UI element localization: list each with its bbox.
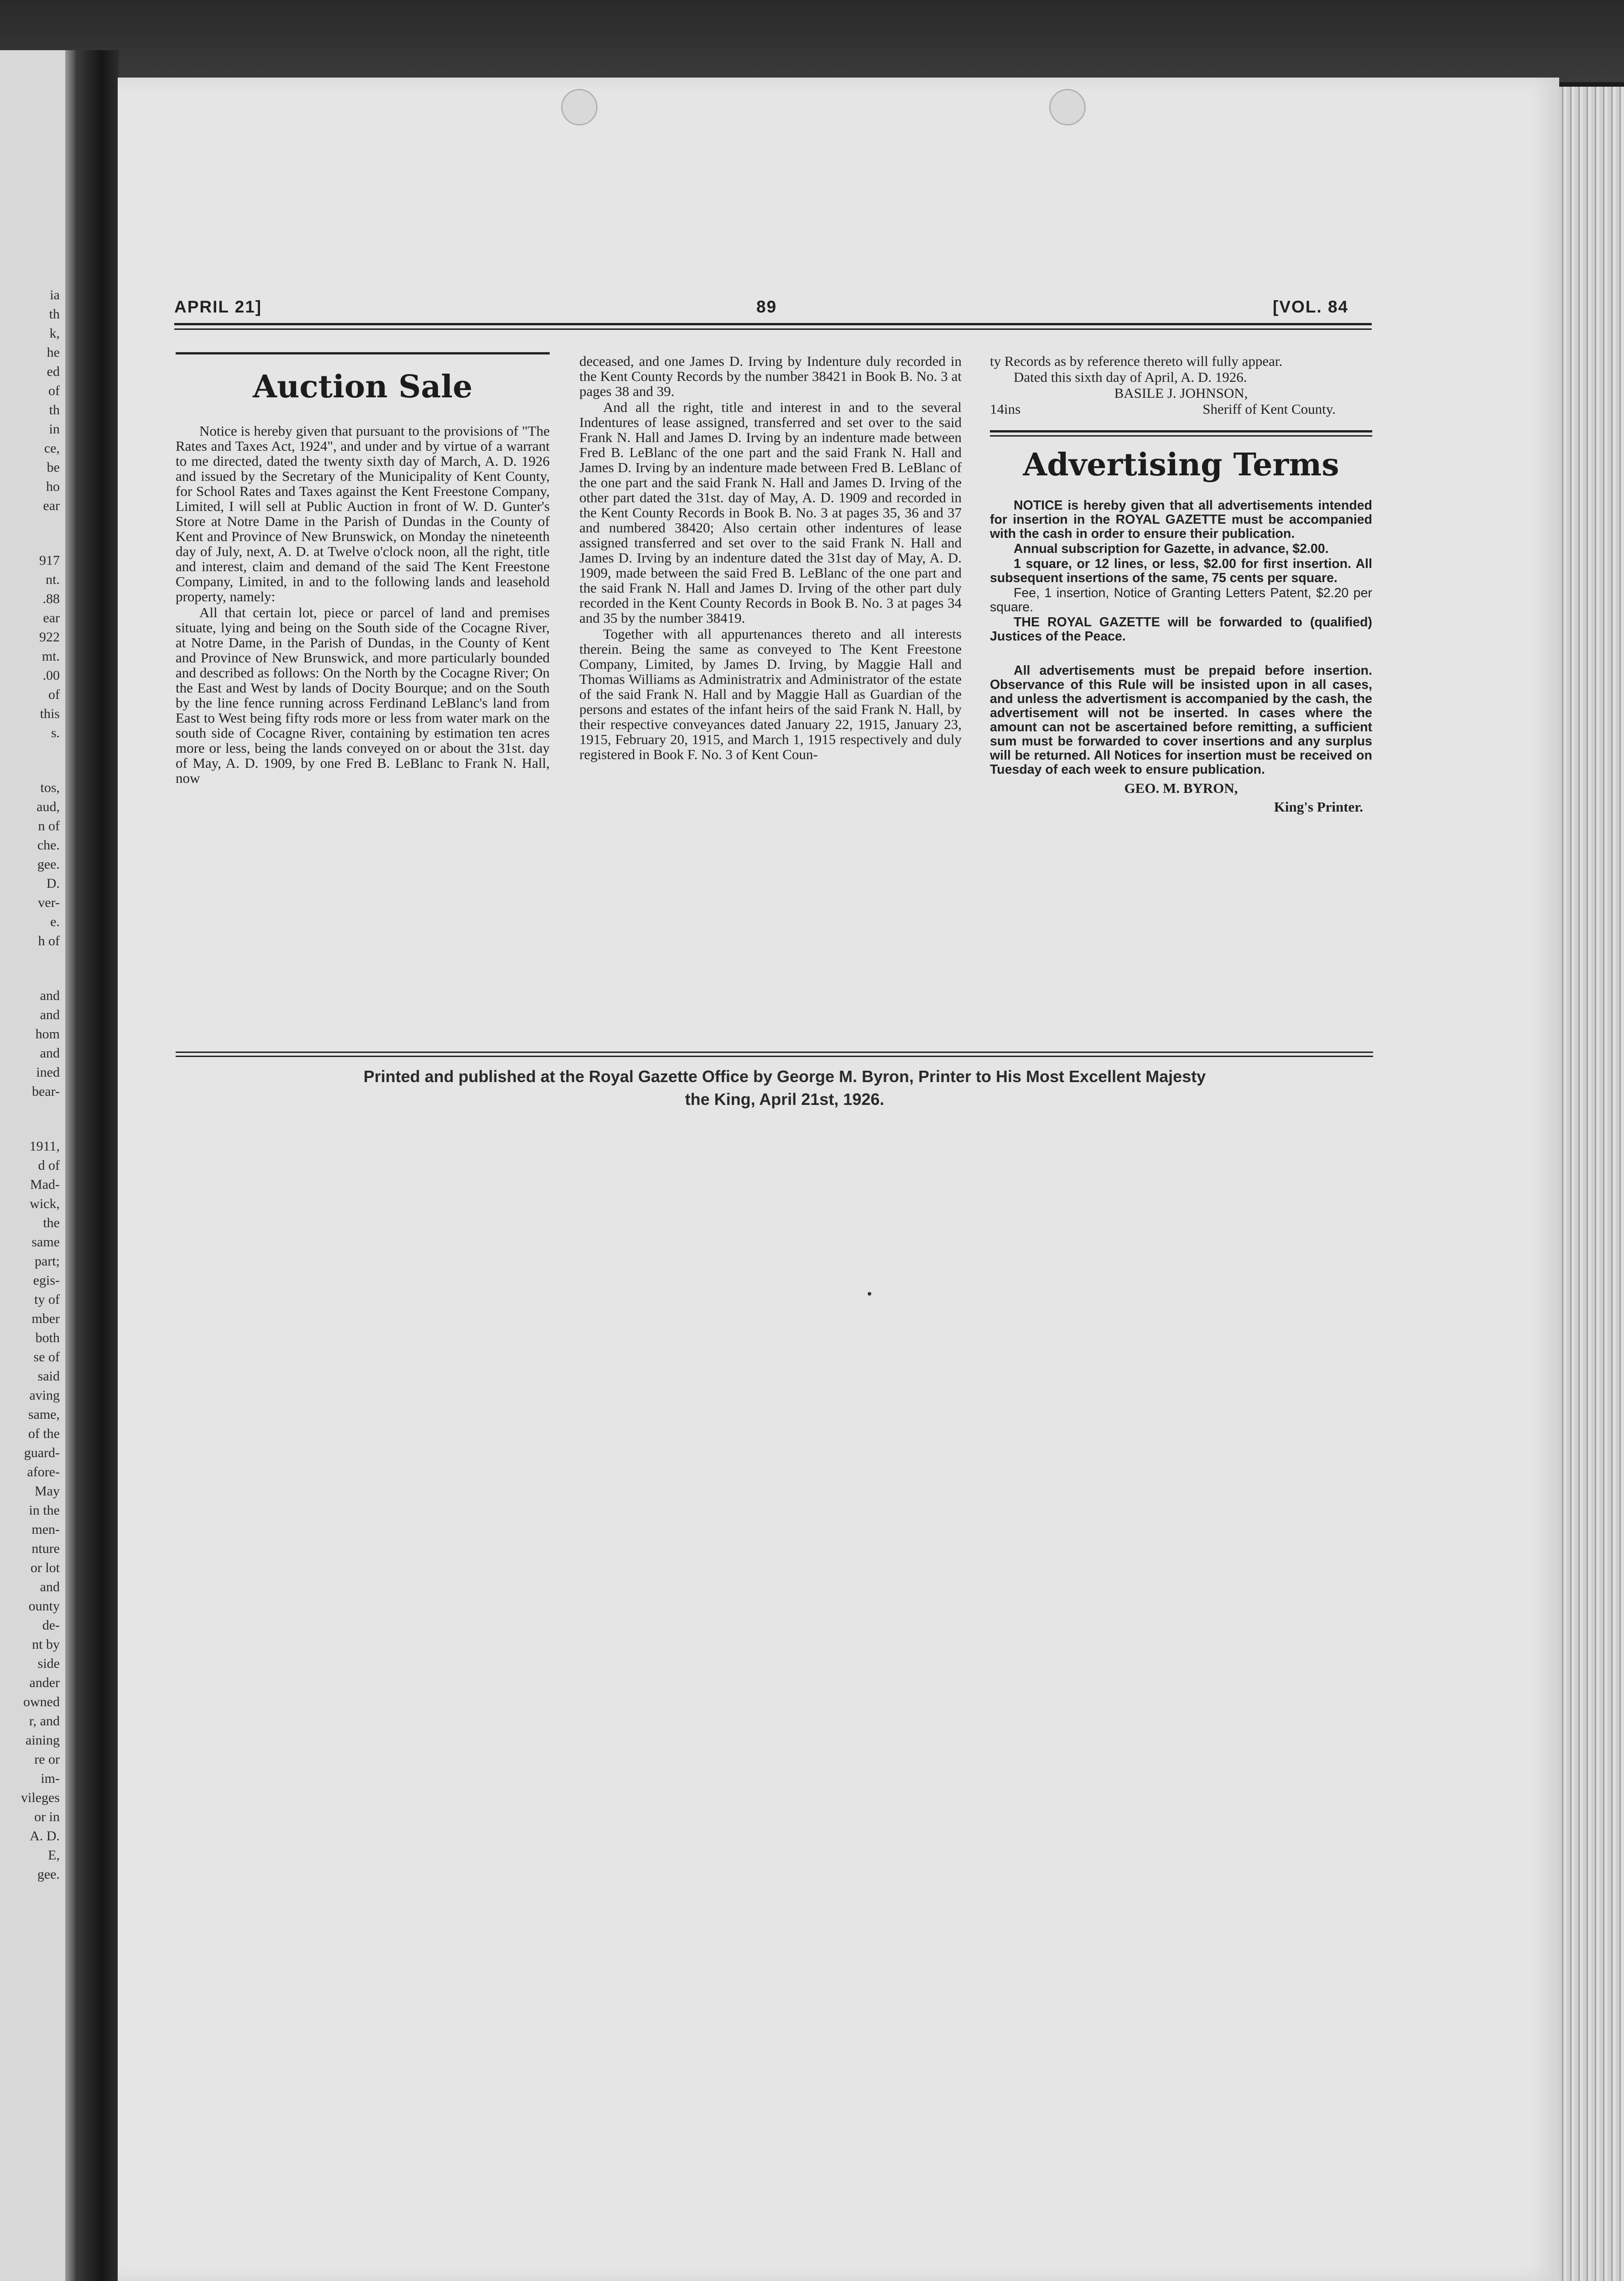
printer-name: GEO. M. BYRON, [1124, 780, 1238, 796]
facing-page-fragment: E, [48, 1848, 60, 1863]
facing-page-fragment: same [31, 1234, 60, 1250]
right-column [990, 354, 1372, 815]
facing-page-fragment: de- [42, 1618, 60, 1633]
facing-page-fragment: n of [38, 818, 60, 833]
facing-page-fragment: ho [46, 479, 60, 494]
facing-page-fragment: same, [28, 1407, 60, 1422]
facing-page-fragment: gee. [37, 857, 60, 872]
terms-body [990, 499, 1372, 777]
facing-page-fragment: in the [29, 1503, 60, 1518]
facing-page-fragment: hom [35, 1026, 60, 1042]
facing-page-fragment: k, [49, 326, 60, 341]
dated-line: Dated this sixth day of April, A. D. 1926. [1014, 369, 1247, 385]
terms-forwarded: THE ROYAL GAZETTE will be forwarded to (qualified) Justices of the Peace. [990, 615, 1372, 644]
facing-page-fragment: and [40, 1046, 60, 1061]
middle-paragraph-3: Together with all appurtenances thereto and all interests therein. Being the same as conveyed to The Kent Freestone Company, Limited, by James D. Irving, by Maggie Hall and Thomas Williams as Administratrix and Administrator of the estate of the said Frank N. Hall and by Maggie Hall as Guardian of the persons and estates of the infant heirs of the said Frank N. Hall, by their respective conveyances dated January 22, 1915, January 23, 1915, February 20, 1915, and March 1, 1915 respectively and duly registered in Book F. No. 3 of Kent Coun- [579, 626, 962, 762]
auction-top-rule [176, 352, 550, 354]
facing-page-fragment: Mad- [30, 1177, 60, 1192]
photo-background [0, 0, 1624, 82]
terms-prepaid: All advertisements must be prepaid before insertion. Observance of this Rule will be insisted upon in all cases, and unless the advertisment is accompanied by the cash, the advertisement will not be inserted. In cases where the amount can not be ascertained before remitting, a sufficient sum must be forwarded to cover insertions and any surplus will be returned. All Notices for insertion must be received on Tuesday of each week to ensure publication. [990, 663, 1372, 777]
facing-page-fragment: ce, [44, 441, 60, 456]
facing-page-fragment: ia [50, 287, 60, 302]
facing-page-fragment: afore- [27, 1464, 60, 1479]
facing-page-fragment: aining [26, 1733, 60, 1748]
facing-page-fragment: ounty [28, 1599, 60, 1614]
speck [868, 1292, 871, 1296]
terms-fee: Fee, 1 insertion, Notice of Granting Letters Patent, $2.20 per square. [990, 586, 1372, 615]
facing-page-fragment: s. [51, 725, 60, 740]
header-date: APRIL 21] [174, 297, 262, 316]
facing-page-fragment: side [37, 1656, 60, 1671]
facing-page-fragment: .00 [42, 668, 60, 683]
facing-page-fragment: vileges [21, 1790, 60, 1805]
facing-page [0, 50, 75, 2281]
terms-square: 1 square, or 12 lines, or less, $2.00 for first insertion. All subsequent insertions of the same, 75 cents per square. [990, 557, 1372, 585]
volume-number: [VOL. 84 [1273, 297, 1349, 316]
header-rule-top [174, 323, 1372, 325]
facing-page-fragment: 1911, [29, 1139, 60, 1154]
facing-page-fragment: be [47, 460, 60, 475]
facing-page-fragment: nt. [46, 572, 60, 587]
facing-page-fragment: che. [37, 838, 60, 853]
facing-page-fragment: and [40, 1007, 60, 1022]
facing-page-fragment: im- [41, 1771, 60, 1786]
facing-page-fragment: A. D. [30, 1828, 60, 1844]
page-number: 89 [756, 297, 777, 316]
facing-page-fragment: of [48, 383, 60, 398]
facing-page-fragment: th [49, 307, 60, 322]
facing-page-fragment: bear- [31, 1084, 60, 1099]
facing-page-fragment: of the [28, 1426, 60, 1441]
facing-page-fragment: part; [35, 1254, 60, 1269]
facing-page-fragment: r, and [29, 1713, 60, 1729]
facing-page-fragment: May [35, 1484, 60, 1499]
facing-page-fragment: owned [23, 1694, 60, 1709]
facing-page-fragment: d of [38, 1158, 60, 1173]
facing-page-fragment: of [48, 687, 60, 702]
sheriff-name: BASILE J. JOHNSON, [1114, 385, 1248, 401]
facing-page-fragment: both [35, 1330, 60, 1345]
sheriff-title: Sheriff of Kent County. [1202, 401, 1336, 417]
facing-page-fragment: and [40, 1579, 60, 1594]
facing-page-fragment: ander [29, 1675, 60, 1690]
facing-page-fragment: nture [31, 1541, 60, 1556]
auction-paragraph-2: All that certain lot, piece or parcel of land and premises situate, lying and being on the South side of the Cocagne River, at Notre Dame, in the Parish of Dundas, in the County of Kent and Province of New Brunswick, and more particularly bounded and described as follows: On the North by the Cocagne River; On the East and West by lands of Docity Bourque; and on the South by the line fence running across Ferdinand LeBlanc's land from East to West being fifty rods more or less from water mark on the south side of Cocagne River, containing by estimation ten acres more or less, being the lands conveyed on or about the 31st. day of May, A. D. 1909, by one Fred B. LeBlanc to Frank N. Hall, now [176, 604, 550, 786]
footer-rule-top [176, 1052, 1373, 1053]
facing-page-fragment: in [49, 422, 60, 437]
middle-paragraph-2: And all the right, title and interest in and to the several Indentures of lease assigned, transferred and set over to the said Frank N. Hall and James D. Irving by an indenture made between Fred B. LeBlanc of the one part and the said Frank N. Hall and James D. Irving by an indenture made between Fred B. LeBlanc of the one part and the said Frank N. Hall and James D. Irving of the other part dated the 31st. day of May, A. D. 1909 and recorded in the Kent County Records in Book B. No. 3 at pages 35, 36 and 37 and numbered 38420; Also certain other indentures of lease assigned transferred and set over to the said Frank N. Hall and James D. Irving by an indenture dated the 31st day of May, A. D. 1909, made between the said Fred B. LeBlanc of the one part and the said Frank N. Hall and James D. Irving of the other part duly recorded in the Kent County Records in Book B. No. 3 at pages 34 and 35 by the number 38419. [579, 399, 962, 626]
terms-annual: Annual subscription for Gazette, in advance, $2.00. [1014, 542, 1329, 556]
facing-page-fragment: 922 [39, 630, 60, 645]
facing-page-fragment: ear [43, 498, 60, 513]
terms-title: Advertising Terms [1023, 447, 1339, 483]
terms-notice: NOTICE is hereby given that all advertisements intended for insertion in the ROYAL GAZETTE must be accompanied with the cash in order to ensure their publication. [990, 498, 1372, 541]
facing-page-fragment: se of [33, 1349, 60, 1364]
facing-page-fragment: re or [34, 1752, 60, 1767]
facing-page-fragment: aud, [36, 799, 60, 814]
facing-page-gutter [65, 50, 75, 2281]
facing-page-fragment: tos, [40, 780, 60, 795]
facing-page-fragment: ined [36, 1065, 60, 1080]
facing-page-fragment: aving [29, 1388, 60, 1403]
footer-rule-bottom [176, 1056, 1373, 1057]
terms-rule-top [990, 430, 1372, 432]
facing-page-fragment: 917 [39, 553, 60, 568]
facing-page-fragment: ver- [38, 895, 60, 910]
printer-title: King's Printer. [1274, 799, 1363, 815]
facing-page-fragment: .88 [42, 591, 60, 606]
facing-page-fragment: ear [43, 610, 60, 625]
record-continuation: ty Records as by reference thereto will fully appear. [990, 353, 1283, 369]
auction-column [176, 356, 550, 786]
facing-page-fragment: men- [31, 1522, 60, 1537]
facing-page-fragment: and [40, 988, 60, 1003]
facing-page-fragment: gee. [37, 1867, 60, 1882]
facing-page-fragment: D. [46, 876, 60, 891]
facing-page-fragment: h of [38, 933, 60, 948]
auction-paragraph-1: Notice is hereby given that pursuant to the provisions of "The Rates and Taxes Act, 1924", and under and by virtue of a warrant to me directed, dated the twenty sixth day of March, A. D. 1926 and issued by the Secretary of the Municipality of Kent County, for School Rates and Taxes against the Kent Freestone Company, Limited, I will sell at Public Auction in front of W. D. Gunter's Store at Notre Dame in the Parish of Dundas in the County of Kent and Province of New Brunswick, on Monday the nineteenth day of July, next, A. D. at Twelve o'clock noon, all the right, title and interest, claim and demand of the said The Kent Freestone Company, Limited, in and to the following lands and leasehold property, namely: [176, 423, 550, 604]
facing-page-fragment: the [43, 1215, 60, 1230]
imprint [173, 1065, 1396, 1111]
book-spine [75, 50, 119, 2281]
punch-hole-left [561, 89, 598, 125]
sheriff-signature-row [990, 401, 1372, 417]
facing-page-fragment: he [47, 345, 60, 360]
auction-title: Auction Sale [253, 369, 473, 405]
facing-page-fragment: ty of [34, 1292, 60, 1307]
facing-page-fragment: egis- [33, 1273, 60, 1288]
middle-paragraph-1: deceased, and one James D. Irving by Indenture duly recorded in the Kent County Records by the number 38421 in Book B. No. 3 at pages 38 and 39. [579, 353, 962, 399]
middle-column [579, 354, 962, 763]
punch-hole-right [1049, 89, 1086, 125]
facing-page-fragment: or in [34, 1809, 60, 1824]
header-rule-bottom [174, 328, 1372, 330]
facing-page-fragment: nt by [32, 1637, 60, 1652]
insertion-count: 14ins [990, 401, 1021, 417]
facing-page-fragment: said [37, 1369, 60, 1384]
facing-page-fragment: e. [50, 914, 60, 929]
facing-page-fragment: mt. [42, 649, 60, 664]
imprint-line-1: Printed and published at the Royal Gazette Office by George M. Byron, Printer to His Most Excellent Majesty [363, 1067, 1206, 1086]
facing-page-fragment: this [40, 706, 60, 721]
facing-page-fragment: th [49, 402, 60, 417]
facing-page-fragment: wick, [30, 1196, 60, 1211]
facing-page-fragment: ed [47, 364, 60, 379]
facing-page-fragment: or lot [30, 1560, 60, 1575]
terms-rule-bottom [990, 435, 1372, 437]
imprint-line-2: the King, April 21st, 1926. [685, 1090, 885, 1109]
facing-page-fragment: guard- [24, 1445, 60, 1460]
facing-page-fragment: mber [31, 1311, 60, 1326]
